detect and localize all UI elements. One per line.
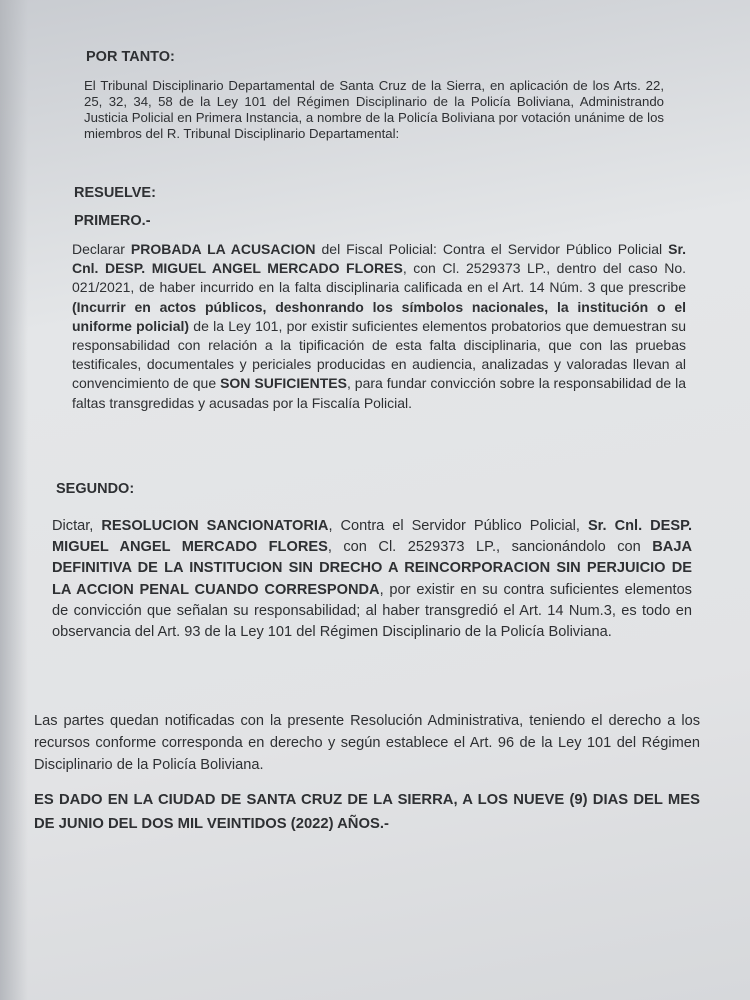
primero-text-3: , con Cl. 2529373 LP., dentro del caso No. 021/2021, de haber incurrido en la falta disciplinaria calificada en el Art. 14 Núm. 3 que prescribe <box>72 260 687 296</box>
primero-bold-name: Sr. Cnl. DESP. MIGUEL ANGEL MERCADO FLORES <box>72 241 687 277</box>
notification-paragraph: Las partes quedan notificadas con la presente Resolución Administrativa, teniendo el derecho a los recursos conforme corresponda en derecho y según establece el Art. 96 de la Ley 101 del Régimen Disciplinario de la Policía Boliviana. <box>34 713 700 773</box>
segundo-text-4: , por existir en su contra suficientes elementos de convicción que señalan su responsabilidad; al haber transgredió el Art. 14 Num.3, es todo en observancia del Art. 93 de la Ley 101 del Régimen Disciplinario de la Policía Boliviana. <box>52 581 692 641</box>
segundo-heading: SEGUNDO: <box>56 481 135 497</box>
resuelve-heading: RESUELVE: <box>74 185 156 201</box>
segundo-bold-sanction: BAJA DEFINITIVA DE LA INSTITUCION SIN DRECHO A REINCORPORACION SIN PERJUICIO DE LA ACCION PENAL CUANDO CORRESPONDA <box>52 539 692 598</box>
primero-bold-sufficient: SON SUFICIENTES <box>220 375 347 392</box>
por-tanto-heading: POR TANTO: <box>86 49 175 65</box>
segundo-text-2: , Contra el Servidor Público Policial, <box>328 518 588 534</box>
segundo-text-3: , con Cl. 2529373 LP., sancionándolo con <box>327 539 653 556</box>
primero-text-1: Declarar <box>72 241 131 257</box>
closing-statement: ES DADO EN LA CIUDAD DE SANTA CRUZ DE LA SIERRA, A LOS NUEVE (9) DIAS DEL MES DE JUNIO DEL DOS MIL VEINTIDOS (2022) AÑOS.- <box>34 792 700 832</box>
segundo-bold-name: Sr. Cnl. DESP. MIGUEL ANGEL MERCADO FLORES <box>52 518 693 556</box>
page-edge-shadow <box>0 0 28 1000</box>
segundo-bold-resolution: RESOLUCION SANCIONATORIA <box>101 518 329 534</box>
primero-heading: PRIMERO.- <box>74 213 151 229</box>
primero-bold-accusation: PROBADA LA ACUSACION <box>130 241 316 257</box>
primero-bold-offense: (Incurrir en actos públicos, deshonrando los símbolos nacionales, la institución o el uniforme policial) <box>72 298 686 334</box>
segundo-paragraph <box>52 516 692 643</box>
primero-text-4: de la Ley 101, por existir suficientes elementos probatorios que demuestran su responsabilidad con relación a la tipificación de esta falta disciplinaria, que con las pruebas testificales, documentales y periciales producidas en audiencia, analizadas y valoradas llevan al convencimiento de que <box>72 317 686 392</box>
primero-text-5: , para fundar convicción sobre la responsabilidad de la faltas transgredidas y acusadas por la Fiscalía Policial. <box>72 375 687 411</box>
primero-paragraph <box>72 240 686 413</box>
intro-paragraph: El Tribunal Disciplinario Departamental de Santa Cruz de la Sierra, en aplicación de los Arts. 22, 25, 32, 34, 58 de la Ley 101 del Régimen Disciplinario de la Policía Boliviana, Administrando Justicia Policial en Primera Instancia, a nombre de la Policía Boliviana por votación unánime de los miembros del R. Tribunal Disciplinario Departamental: <box>84 78 664 141</box>
primero-text-2: del Fiscal Policial: Contra el Servidor Público Policial <box>315 241 669 257</box>
segundo-text-1: Dictar, <box>52 518 102 534</box>
